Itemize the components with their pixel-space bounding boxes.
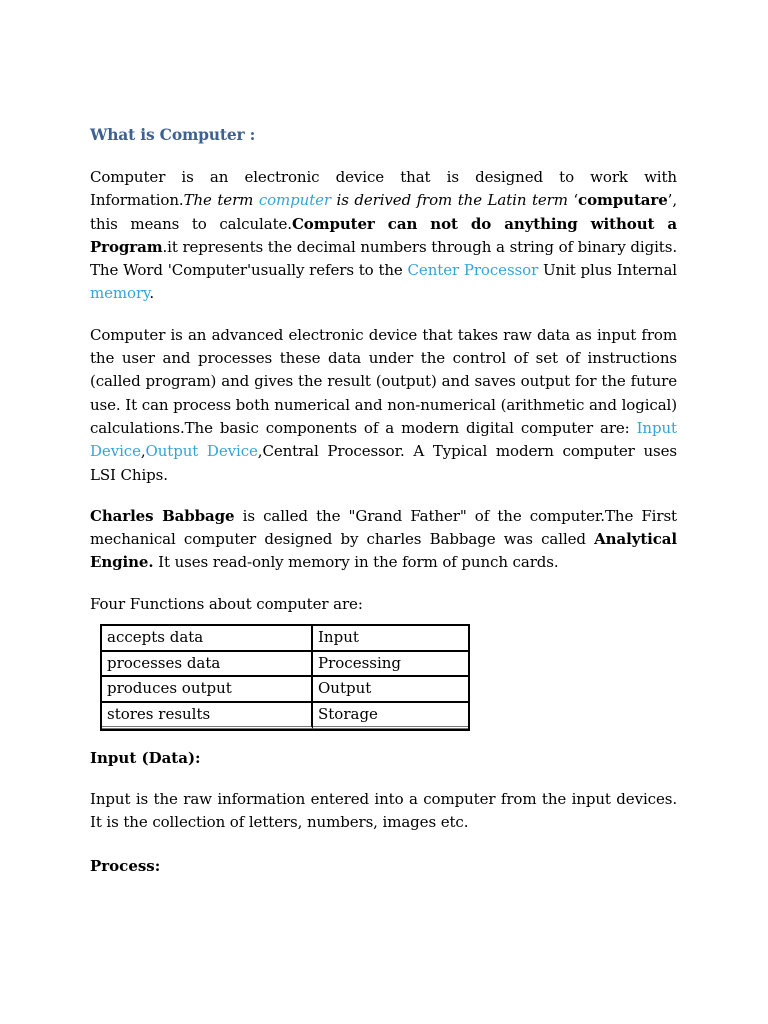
link-memory[interactable]: memory: [90, 284, 150, 303]
table-cell-function: Storage: [313, 703, 468, 730]
functions-table: [100, 624, 470, 731]
process-heading: Process:: [90, 856, 161, 875]
link-output-device[interactable]: Output Device: [145, 442, 258, 461]
table-cell-action: processes data: [102, 652, 313, 678]
table-cell-function: Processing: [313, 652, 468, 678]
table-cell-action: produces output: [102, 677, 313, 703]
paragraph-functions-intro: Four Functions about computer are:: [90, 594, 363, 613]
paragraph-babbage: Charles Babbage is called the "Grand Father" of the computer.The First mechanical computer designed by charles Babbage was called Analytical Engine. It uses read-only memory in the form of punch cards.: [90, 506, 677, 572]
document-page: [90, 124, 677, 896]
table-row: [102, 626, 468, 652]
page-title: What is Computer :: [90, 125, 256, 144]
table-row: [102, 703, 468, 730]
table-row: [102, 677, 468, 703]
table-cell-action: accepts data: [102, 626, 313, 652]
input-heading: Input (Data):: [90, 749, 201, 768]
table-cell-function: Input: [313, 626, 468, 652]
table-cell-action: stores results: [102, 703, 313, 730]
link-computer[interactable]: computer: [258, 191, 332, 210]
paragraph-description: Computer is an advanced electronic device that takes raw data as input from the user and processes these data under the control of set of instructions (called program) and gives the result (output) and saves output for the future use. It can process both numerical and non-numerical (arithmetic and logical) calculations.The basic components of a modern digital computer are: Input Device,Output Device,Central Processor. A Typical modern computer uses LSI Chips.: [90, 325, 677, 484]
link-center-processor[interactable]: Center Processor: [407, 261, 539, 280]
paragraph-definition: Computer is an electronic device that is designed to work with Information.The term computer is derived from the Latin term ‘computare’, this means to calculate.Computer can not do anything without a Program.it represents the decimal numbers through a string of binary digits. The Word 'Computer'usually refers to the Center Processor Unit plus Internal memory.: [90, 168, 677, 303]
table-row: [102, 652, 468, 678]
link-input-device[interactable]: Input Device: [90, 418, 677, 461]
table-cell-function: Output: [313, 677, 468, 703]
paragraph-input: Input is the raw information entered into a computer from the input devices. It is the collection of letters, numbers, images etc.: [90, 790, 677, 832]
